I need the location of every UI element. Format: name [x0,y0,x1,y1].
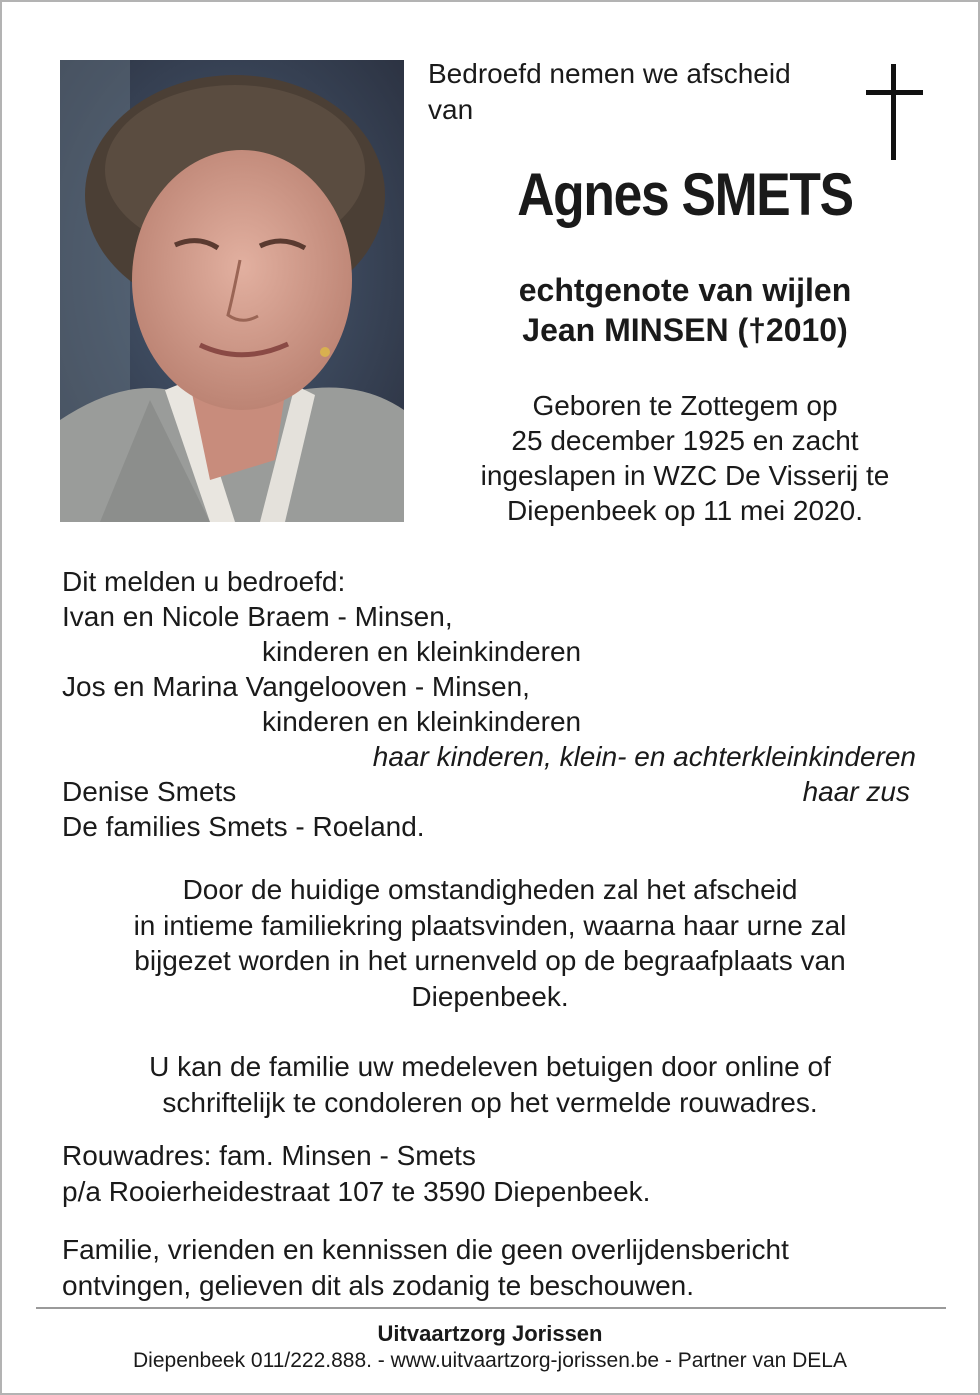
family-child-2-sub: kinderen en kleinkinderen [262,706,582,737]
intro-line-1: Bedroefd nemen we afscheid [428,58,791,89]
portrait-photo [60,60,404,522]
relation-children: haar kinderen, klein- en achterkleinkinderen [372,741,916,772]
address-line-1: Rouwadres: fam. Minsen - Smets [62,1140,476,1171]
spouse-line-2: Jean MINSEN (†2010) [522,312,848,348]
footer [22,1320,958,1374]
deceased-name: Agnes SMETS [517,161,853,228]
family-child-2: Jos en Marina Vangelooven - Minsen, [62,671,530,702]
family-child-1: Ivan en Nicole Braem - Minsen, [62,601,453,632]
intro-text [428,56,848,128]
notice-line: bijgezet worden in het urnenveld op de begraafplaats van [134,945,846,976]
family-list [62,564,922,844]
closing-line-2: ontvingen, gelieven dit als zodanig te beschouwen. [62,1269,694,1301]
relation-sister: haar zus [802,776,910,807]
condolence-notice [42,1049,938,1120]
spouse-line-1: echtgenote van wijlen [518,272,852,308]
family-heading: Dit melden u bedroefd: [62,566,346,597]
family-sister-row [62,774,922,809]
notice-line: Door de huidige omstandigheden zal het afscheid [182,874,798,905]
birth-death-info [412,388,958,528]
notice-line: Diepenbeek. [411,980,569,1012]
closing-text [62,1232,942,1303]
address-line-2: p/a Rooierheidestraat 107 te 3590 Diepenbeek. [62,1175,651,1207]
condolence-line: U kan de familie uw medeleven betuigen door online of [149,1051,831,1082]
birth-line: Diepenbeek op 11 mei 2020. [507,495,863,526]
mourning-address [62,1138,922,1209]
family-child-1-sub: kinderen en kleinkinderen [262,636,582,667]
birth-line: ingeslapen in WZC De Visserij te [480,460,890,491]
funeral-company-name: Uitvaartzorg Jorissen [377,1321,603,1346]
family-sister: Denise Smets [62,776,237,807]
cross-icon [866,64,924,162]
footer-divider [36,1307,946,1309]
birth-line: Geboren te Zottegem op [532,390,838,421]
notice-line: in intieme familiekring plaatsvinden, waarna haar urne zal [133,909,847,941]
funeral-company-contact: Diepenbeek 011/222.888. - www.uitvaartzorg-jorissen.be - Partner van DELA [133,1349,847,1372]
intro-line-2: van [428,94,474,125]
condolence-line: schriftelijk te condoleren op het vermelde rouwadres. [162,1086,818,1118]
ceremony-notice [42,872,938,1014]
birth-line: 25 december 1925 en zacht [511,425,859,456]
spouse-info [412,270,958,350]
closing-line-1: Familie, vrienden en kennissen die geen overlijdensbericht [62,1234,789,1265]
family-families: De families Smets - Roeland. [62,811,425,842]
